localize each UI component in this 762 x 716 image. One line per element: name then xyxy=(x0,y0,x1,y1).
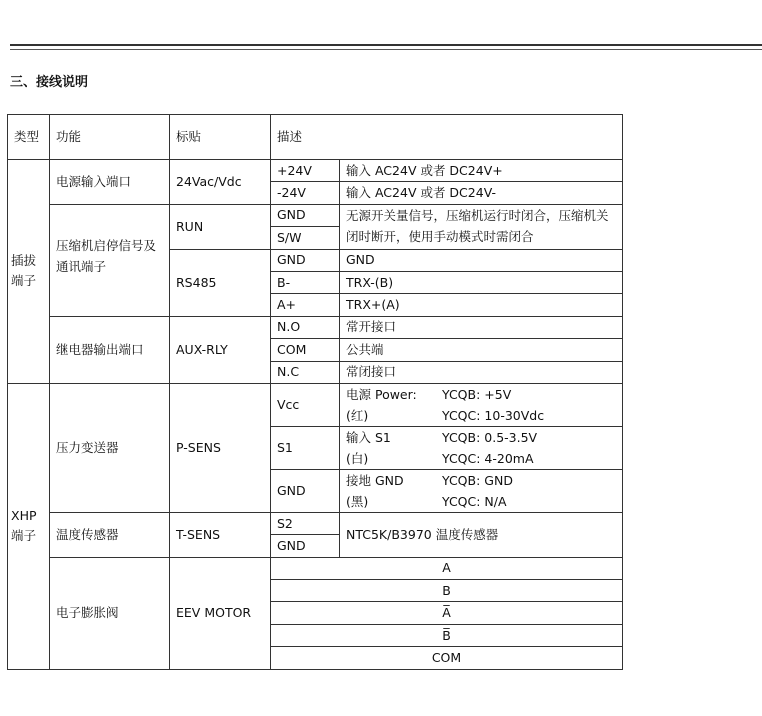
eev-pin: B xyxy=(271,580,623,602)
group-xhp-terminal-text: XHP端子 xyxy=(11,508,37,544)
pressure-desc-right: YCQC: N/A xyxy=(442,493,507,509)
comp-function-text: 压缩机启停信号及通讯端子 xyxy=(56,237,157,274)
pressure-desc-left: (白) xyxy=(346,450,369,466)
rs485-desc: TRX+(A) xyxy=(340,294,623,316)
header-label: 标贴 xyxy=(170,115,271,160)
pressure-desc xyxy=(340,469,623,512)
header-rule xyxy=(10,44,762,46)
header-rule-thin xyxy=(10,49,762,50)
relay-pin: N.C xyxy=(271,361,340,383)
power-desc: 输入 AC24V 或者 DC24V+ xyxy=(340,160,623,182)
power-desc: 输入 AC24V 或者 DC24V- xyxy=(340,182,623,204)
comp-function xyxy=(50,204,170,316)
header-type: 类型 xyxy=(8,115,50,160)
pressure-desc-left: (红) xyxy=(346,407,369,423)
table-row xyxy=(8,557,623,579)
eev-pin: A xyxy=(271,557,623,579)
temp-desc: NTC5K/B3970 温度传感器 xyxy=(340,512,623,557)
power-function: 电源输入端口 xyxy=(50,160,170,205)
relay-function: 继电器输出端口 xyxy=(50,316,170,383)
header-function: 功能 xyxy=(50,115,170,160)
pressure-desc-line xyxy=(346,491,616,512)
pressure-function: 压力变送器 xyxy=(50,383,170,512)
pressure-desc-line xyxy=(346,405,616,426)
pressure-desc-right: YCQB: +5V xyxy=(442,386,512,402)
temp-function: 温度传感器 xyxy=(50,512,170,557)
relay-pin: COM xyxy=(271,339,340,361)
rs485-label: RS485 xyxy=(170,249,271,316)
table-row xyxy=(8,160,623,182)
pressure-desc-line xyxy=(346,384,616,405)
run-pin: S/W xyxy=(271,227,340,249)
temp-pin: S2 xyxy=(271,512,340,534)
pressure-label: P-SENS xyxy=(170,383,271,512)
eev-function: 电子膨胀阀 xyxy=(50,557,170,669)
pressure-desc xyxy=(340,383,623,426)
pressure-desc-line xyxy=(346,427,616,448)
eev-label: EEV MOTOR xyxy=(170,557,271,669)
relay-desc: 常闭接口 xyxy=(340,361,623,383)
header-description: 描述 xyxy=(271,115,623,160)
pressure-desc-left: 输入 S1 xyxy=(346,429,391,445)
pressure-desc-line xyxy=(346,448,616,469)
pressure-desc-line xyxy=(346,470,616,491)
run-desc: 无源开关量信号，压缩机运行时闭合，压缩机关闭时断开，使用手动模式时需闭合 xyxy=(340,204,623,249)
pressure-pin: S1 xyxy=(271,426,340,469)
group-xhp-terminal xyxy=(8,383,50,669)
power-pin: -24V xyxy=(271,182,340,204)
rs485-pin: A+ xyxy=(271,294,340,316)
run-pin: GND xyxy=(271,204,340,226)
relay-pin: N.O xyxy=(271,316,340,338)
eev-pin: COM xyxy=(271,647,623,669)
rs485-pin: GND xyxy=(271,249,340,271)
run-label: RUN xyxy=(170,204,271,249)
eev-pin: A̅ xyxy=(271,602,623,624)
eev-pin: B̅ xyxy=(271,624,623,646)
pressure-pin: Vcc xyxy=(271,383,340,426)
table-row xyxy=(8,512,623,534)
rs485-pin: B- xyxy=(271,271,340,293)
pressure-desc-left: 电源 Power: xyxy=(346,386,417,402)
pressure-desc-right: YCQC: 10-30Vdc xyxy=(442,407,545,423)
pressure-pin: GND xyxy=(271,469,340,512)
table-row xyxy=(8,316,623,338)
power-pin: +24V xyxy=(271,160,340,182)
pressure-desc-right: YCQC: 4-20mA xyxy=(442,450,534,466)
rs485-desc: TRX-(B) xyxy=(340,271,623,293)
power-label: 24Vac/Vdc xyxy=(170,160,271,205)
pressure-desc-right: YCQB: GND xyxy=(442,472,513,488)
pressure-desc-right: YCQB: 0.5-3.5V xyxy=(442,429,538,445)
wiring-table xyxy=(7,114,623,670)
pressure-desc xyxy=(340,426,623,469)
table-row xyxy=(8,204,623,226)
rs485-desc: GND xyxy=(340,249,623,271)
pressure-desc-left: (黑) xyxy=(346,493,369,509)
pressure-desc-left: 接地 GND xyxy=(346,472,404,488)
relay-label: AUX-RLY xyxy=(170,316,271,383)
group-plug-terminal: 插拔端子 xyxy=(8,160,50,384)
relay-desc: 公共端 xyxy=(340,339,623,361)
table-header-row xyxy=(8,115,623,160)
section-title: 三、接线说明 xyxy=(10,75,89,90)
relay-desc: 常开接口 xyxy=(340,316,623,338)
temp-pin: GND xyxy=(271,535,340,557)
temp-label: T-SENS xyxy=(170,512,271,557)
